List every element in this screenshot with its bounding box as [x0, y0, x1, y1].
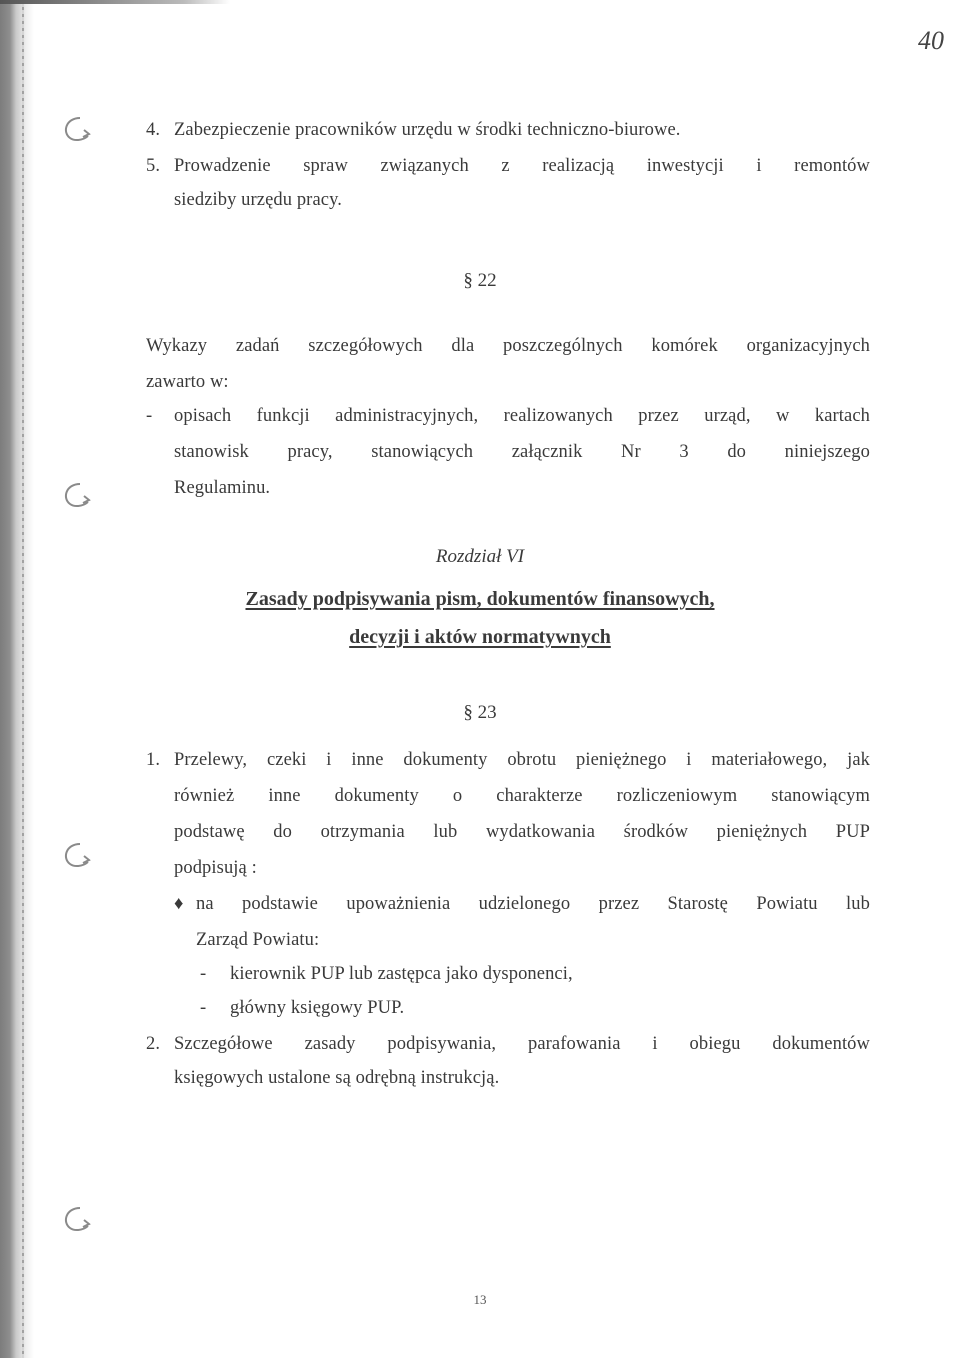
- paragraph-text: Zarząd Powiatu:: [196, 930, 320, 950]
- list-number: 5.: [146, 156, 161, 176]
- paragraph-text: Wykazy zadań szczegółowych dla poszczególnych komórek organizacyjnych: [146, 336, 870, 356]
- section-sign-23: § 23: [463, 702, 497, 723]
- paragraph-text: stanowisk pracy, stanowiących załącznik Nr 3 do niniejszego: [174, 442, 870, 462]
- paragraph-text: również inne dokumenty o charakterze rozliczeniowym stanowiącym: [174, 786, 870, 806]
- paragraph-text: opisach funkcji administracyjnych, realizowanych przez urząd, w kartach: [174, 406, 870, 426]
- paragraph-text: podpisują :: [174, 858, 257, 878]
- list-item-text: siedziby urzędu pracy.: [174, 190, 342, 210]
- paragraph-text: podstawę do otrzymania lub wydatkowania środków pieniężnych PUP: [174, 822, 870, 842]
- paragraph-text: na podstawie upoważnienia udzielonego przez Starostę Powiatu lub: [196, 894, 870, 914]
- signer-item: kierownik PUP lub zastępca jako dysponenci,: [230, 964, 573, 984]
- scan-top-edge: [0, 0, 230, 4]
- punch-hole-icon: [58, 112, 94, 144]
- handwritten-page-mark: 40: [918, 26, 944, 55]
- signer-item: główny księgowy PUP.: [230, 998, 405, 1018]
- chapter-title: Zasady podpisywania pism, dokumentów finansowych,: [245, 588, 715, 610]
- list-number: 2.: [146, 1034, 161, 1054]
- list-number: 1.: [146, 750, 161, 770]
- punch-hole-icon: [58, 838, 94, 870]
- punch-hole-icon: [58, 478, 94, 510]
- bullet-dash: -: [200, 998, 207, 1018]
- scan-binding-edge: [0, 0, 34, 1358]
- section-sign-22: § 22: [463, 270, 497, 291]
- chapter-label: Rozdział VI: [435, 546, 525, 567]
- list-item-text: Prowadzenie spraw związanych z realizacją inwestycji i remontów: [174, 156, 870, 176]
- list-number: 4.: [146, 120, 161, 140]
- diamond-bullet-icon: ♦: [174, 894, 184, 914]
- page-number: 13: [473, 1292, 487, 1307]
- chapter-title: decyzji i aktów normatywnych: [349, 626, 611, 648]
- bullet-dash: -: [146, 406, 153, 426]
- paragraph-text: Przelewy, czeki i inne dokumenty obrotu pieniężnego i materiałowego, jak: [174, 750, 870, 770]
- punch-hole-icon: [58, 1202, 94, 1234]
- list-item-text: Zabezpieczenie pracowników urzędu w środki techniczno-biurowe.: [174, 120, 681, 140]
- paragraph-text: Szczegółowe zasady podpisywania, parafowania i obiegu dokumentów: [174, 1034, 870, 1054]
- paragraph-text: księgowych ustalone są odrębną instrukcją.: [174, 1068, 500, 1088]
- paragraph-text: zawarto w:: [146, 372, 229, 392]
- bullet-dash: -: [200, 964, 207, 984]
- paragraph-text: Regulaminu.: [174, 478, 271, 498]
